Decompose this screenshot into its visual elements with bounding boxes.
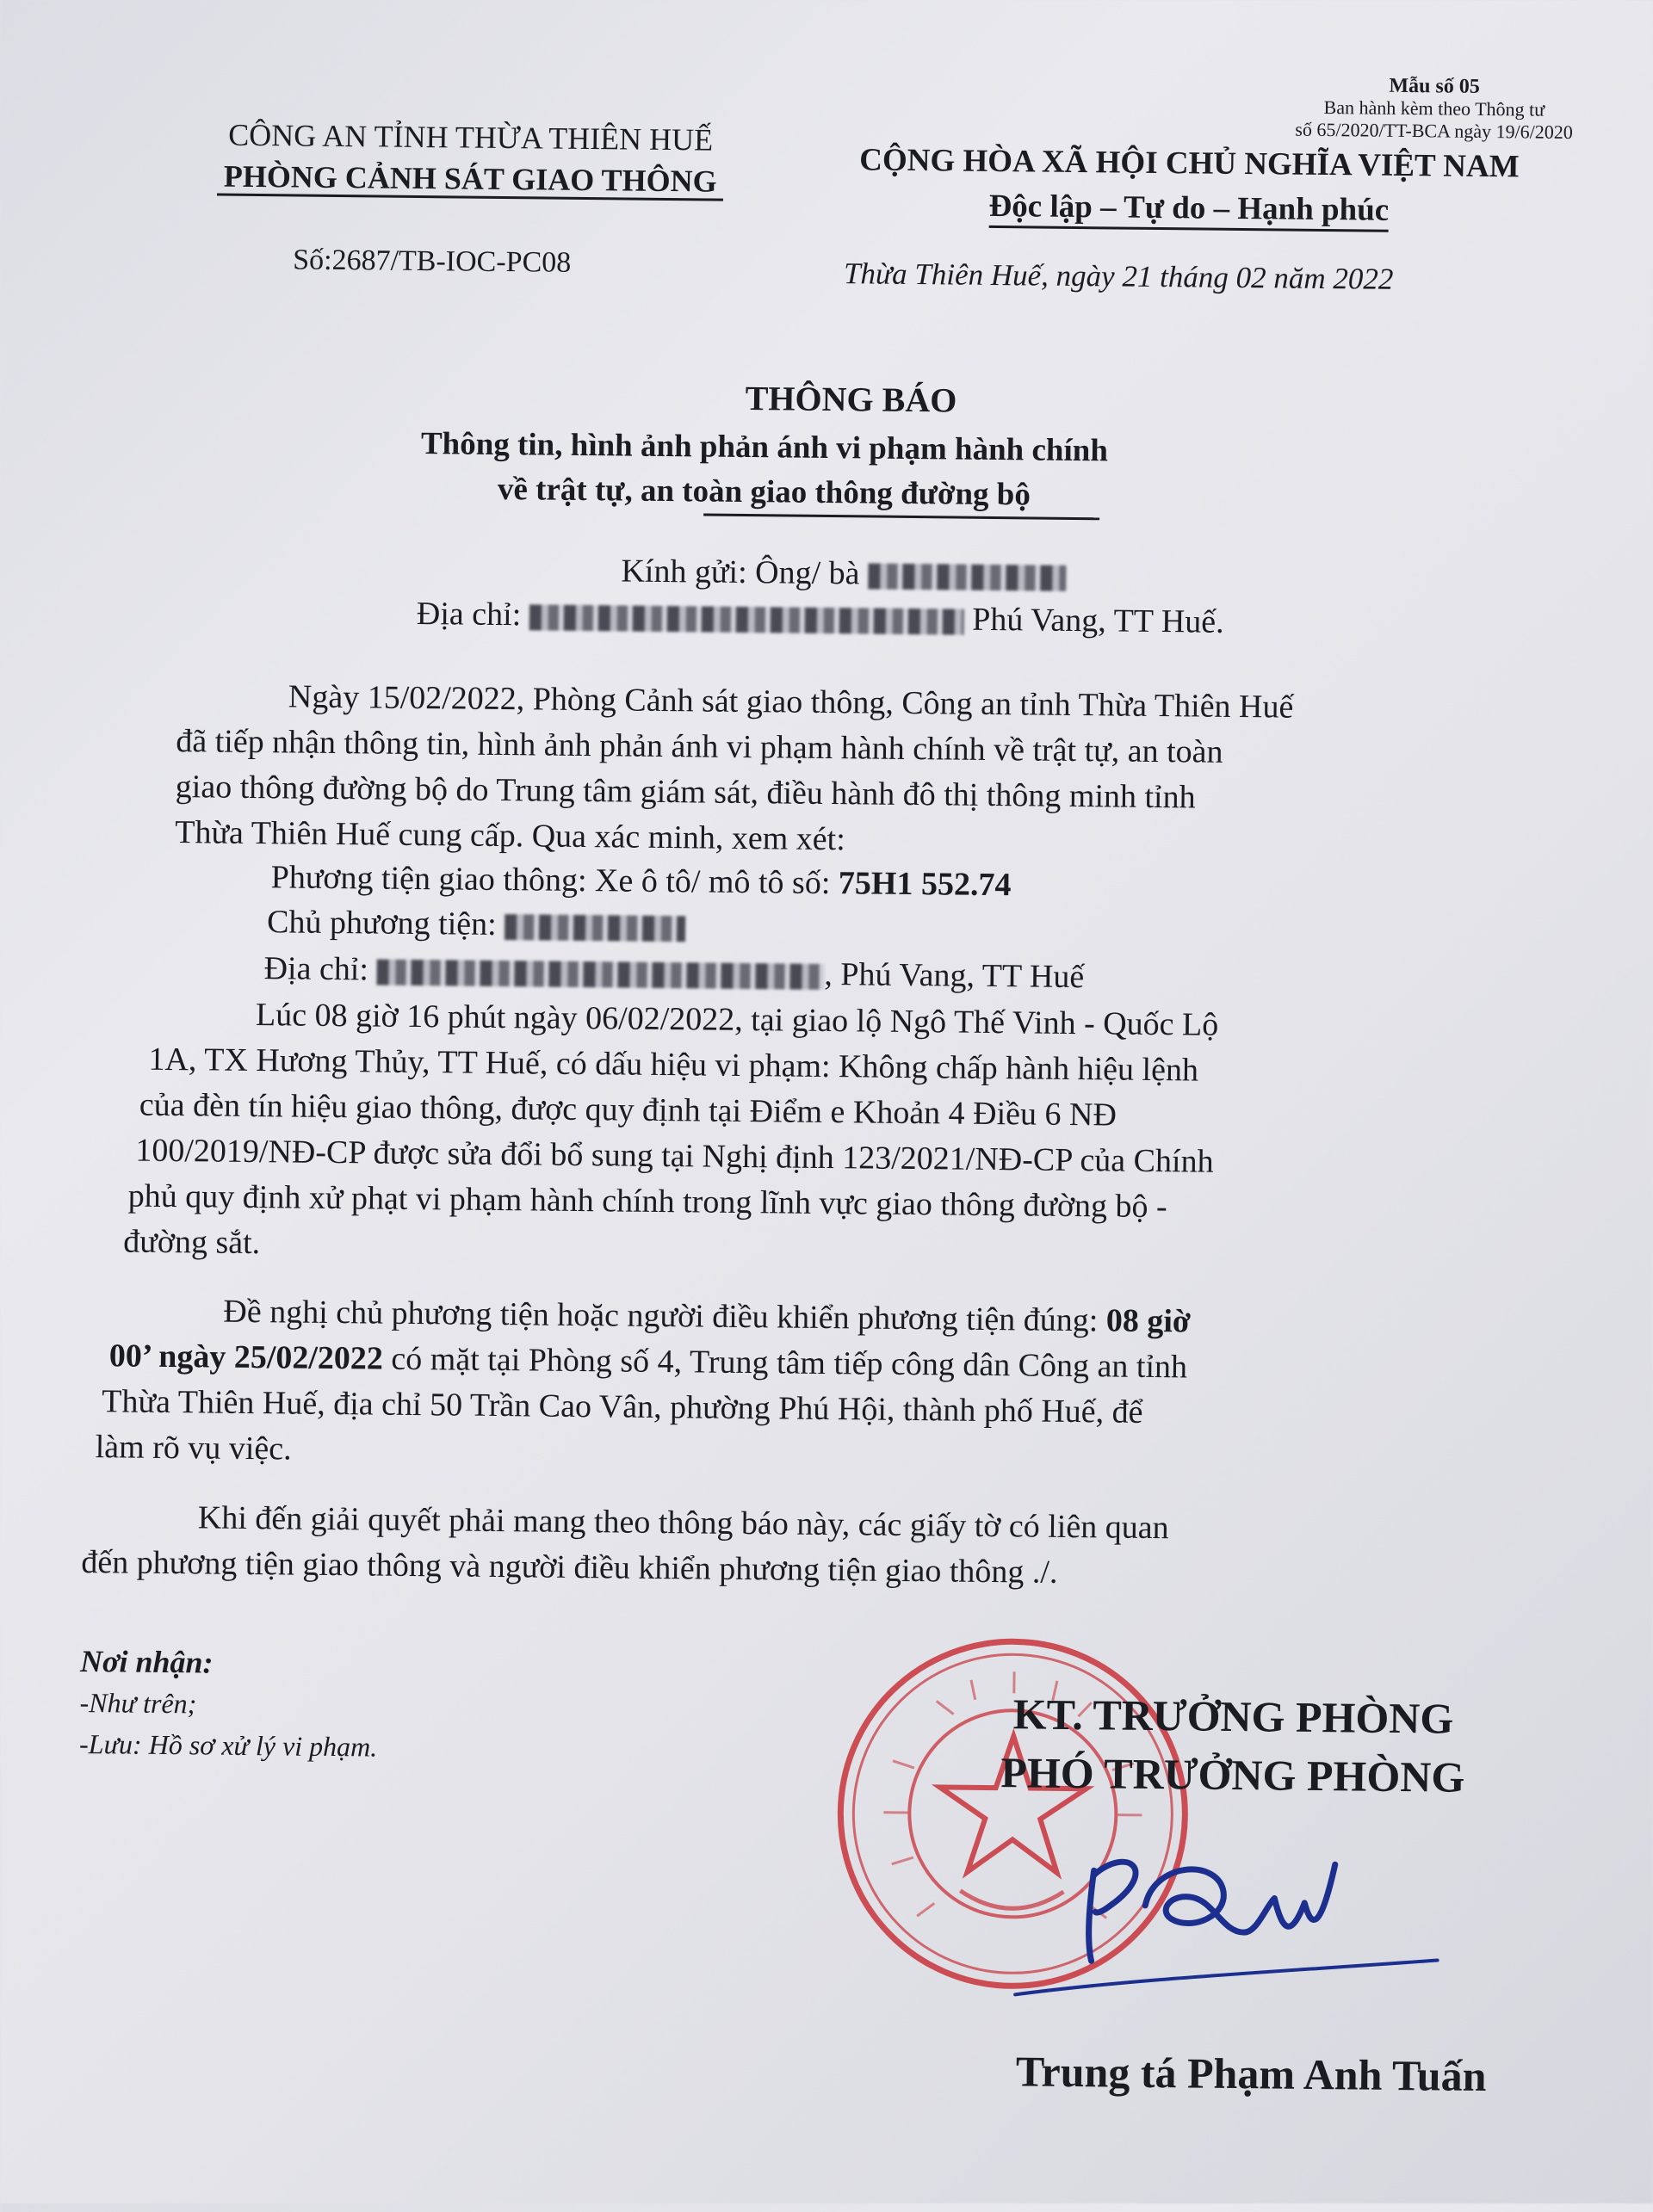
addressee-address-line — [417, 591, 1224, 646]
national-heading — [784, 137, 1594, 235]
nation-name: CỘNG HÒA XÃ HỘI CHỦ NGHĨA VIỆT NAM — [784, 137, 1594, 190]
addressee-address-tail: Phú Vang, TT Huế. — [972, 602, 1224, 640]
recipient-item-2: -Lưu: Hồ sơ xử lý vi phạm. — [79, 1723, 378, 1768]
p1-line1: Ngày 15/02/2022, Phòng Cảnh sát giao thông, Công an tỉnh Thừa Thiên Huế — [288, 674, 1294, 730]
p2-line1: Lúc 08 giờ 16 phút ngày 06/02/2022, tại giao lộ Ngô Thế Vinh - Quốc Lộ — [256, 992, 1219, 1048]
owner-label: Chủ phương tiện: — [267, 904, 497, 942]
p1-line3: giao thông đường bộ do Trung tâm giám sát, điều hành đô thị thông minh tỉnh — [176, 764, 1196, 820]
document-number: Số:2687/TB-IOC-PC08 — [293, 244, 571, 279]
nation-motto: Độc lập – Tự do – Hạnh phúc — [988, 188, 1389, 232]
p2-line5: phủ quy định xử phạt vi phạm hành chính trong lĩnh vực giao thông đường bộ - — [128, 1174, 1167, 1231]
agency-department: PHÒNG CẢNH SÁT GIAO THÔNG — [217, 159, 724, 201]
appointment-date: 00’ ngày 25/02/2022 — [109, 1338, 384, 1376]
p2-line3: của đèn tín hiệu giao thông, được quy định tại Điểm e Khoản 4 Điều 6 NĐ — [139, 1083, 1117, 1139]
p3-line2-text: có mặt tại Phòng số 4, Trung tâm tiếp công dân Công an tỉnh — [383, 1341, 1188, 1386]
redacted-address — [529, 605, 964, 635]
recipients-block — [79, 1640, 379, 1768]
p2-line2: 1A, TX Hương Thủy, TT Huế, có dấu hiệu vi phạm: Không chấp hành hiệu lệnh — [148, 1037, 1198, 1094]
handwritten-signature — [1006, 1809, 1456, 2011]
sign-title-line1: KT. TRƯỞNG PHÒNG — [957, 1684, 1509, 1749]
signature-title — [957, 1684, 1508, 1807]
redacted-owner-address — [376, 960, 824, 990]
place-date: Thừa Thiên Huế, ngày 21 tháng 02 năm 2022 — [844, 256, 1394, 297]
p3-line1-text: Đề nghị chủ phương tiện hoặc người điều khiển phương tiện đúng: — [223, 1294, 1106, 1339]
template-note-line2: số 65/2020/TT-BCA ngày 19/6/2020 — [1295, 119, 1573, 144]
p2-line4: 100/2019/NĐ-CP được sửa đổi bổ sung tại Nghị định 123/2021/NĐ-CP của Chính — [135, 1128, 1214, 1185]
document-title: THÔNG BÁO — [7, 370, 1653, 429]
signer-name: Trung tá Phạm Anh Tuấn — [954, 2046, 1549, 2102]
owner-address-tail: , Phú Vang, TT Huế — [824, 956, 1084, 995]
template-note — [1295, 74, 1573, 144]
template-note-line1: Ban hành kèm theo Thông tư — [1296, 96, 1574, 121]
agency-parent: CÔNG AN TỈNH THỪA THIÊN HUẾ — [182, 114, 758, 161]
appointment-time: 08 giờ — [1106, 1302, 1192, 1339]
owner-address-label: Địa chỉ: — [263, 950, 368, 987]
sign-title-line2: PHÓ TRƯỞNG PHÒNG — [957, 1743, 1508, 1807]
addressee-label: Kính gửi: Ông/ bà — [621, 553, 860, 591]
recipient-item-1: -Như trên; — [79, 1682, 378, 1727]
addressee-address-label: Địa chỉ: — [417, 596, 522, 633]
vehicle-plate: 75H1 552.74 — [839, 865, 1012, 903]
p3-line3: Thừa Thiên Huế, địa chỉ 50 Trần Cao Vân, phường Phú Hội, thành phố Huế, để — [102, 1379, 1143, 1436]
issuing-agency — [182, 114, 759, 202]
p4-line2: đến phương tiện giao thông và người điều khiển phương tiện giao thông ./. — [81, 1540, 1058, 1596]
p1-line4: Thừa Thiên Huế cung cấp. Qua xác minh, xem xét: — [175, 810, 845, 862]
subtitle-line1: Thông tin, hình ảnh phản ánh vi phạm hành chính — [7, 417, 1522, 478]
subtitle-line2: về trật tự, an toàn giao thông đường bộ — [6, 462, 1521, 522]
redacted-name — [868, 564, 1066, 591]
recipients-heading: Nơi nhận: — [80, 1640, 379, 1685]
owner-line — [267, 899, 686, 949]
p3-line4: làm rõ vụ việc. — [95, 1424, 291, 1472]
vehicle-label: Phương tiện giao thông: Xe ô tô/ mô tô số: — [270, 859, 830, 901]
redacted-owner — [505, 914, 685, 942]
p2-line6: đường sắt. — [123, 1219, 260, 1266]
document-subtitle — [6, 417, 1522, 522]
addressee-line — [621, 548, 1066, 598]
form-number: Mẫu số 05 — [1296, 74, 1574, 99]
p4-line1: Khi đến giải quyết phải mang theo thông báo này, các giấy tờ có liên quan — [198, 1495, 1169, 1551]
p1-line2: đã tiếp nhận thông tin, hình ảnh phản ánh vi phạm hành chính về trật tự, an toàn — [176, 719, 1223, 775]
owner-address-line — [263, 946, 1084, 1000]
